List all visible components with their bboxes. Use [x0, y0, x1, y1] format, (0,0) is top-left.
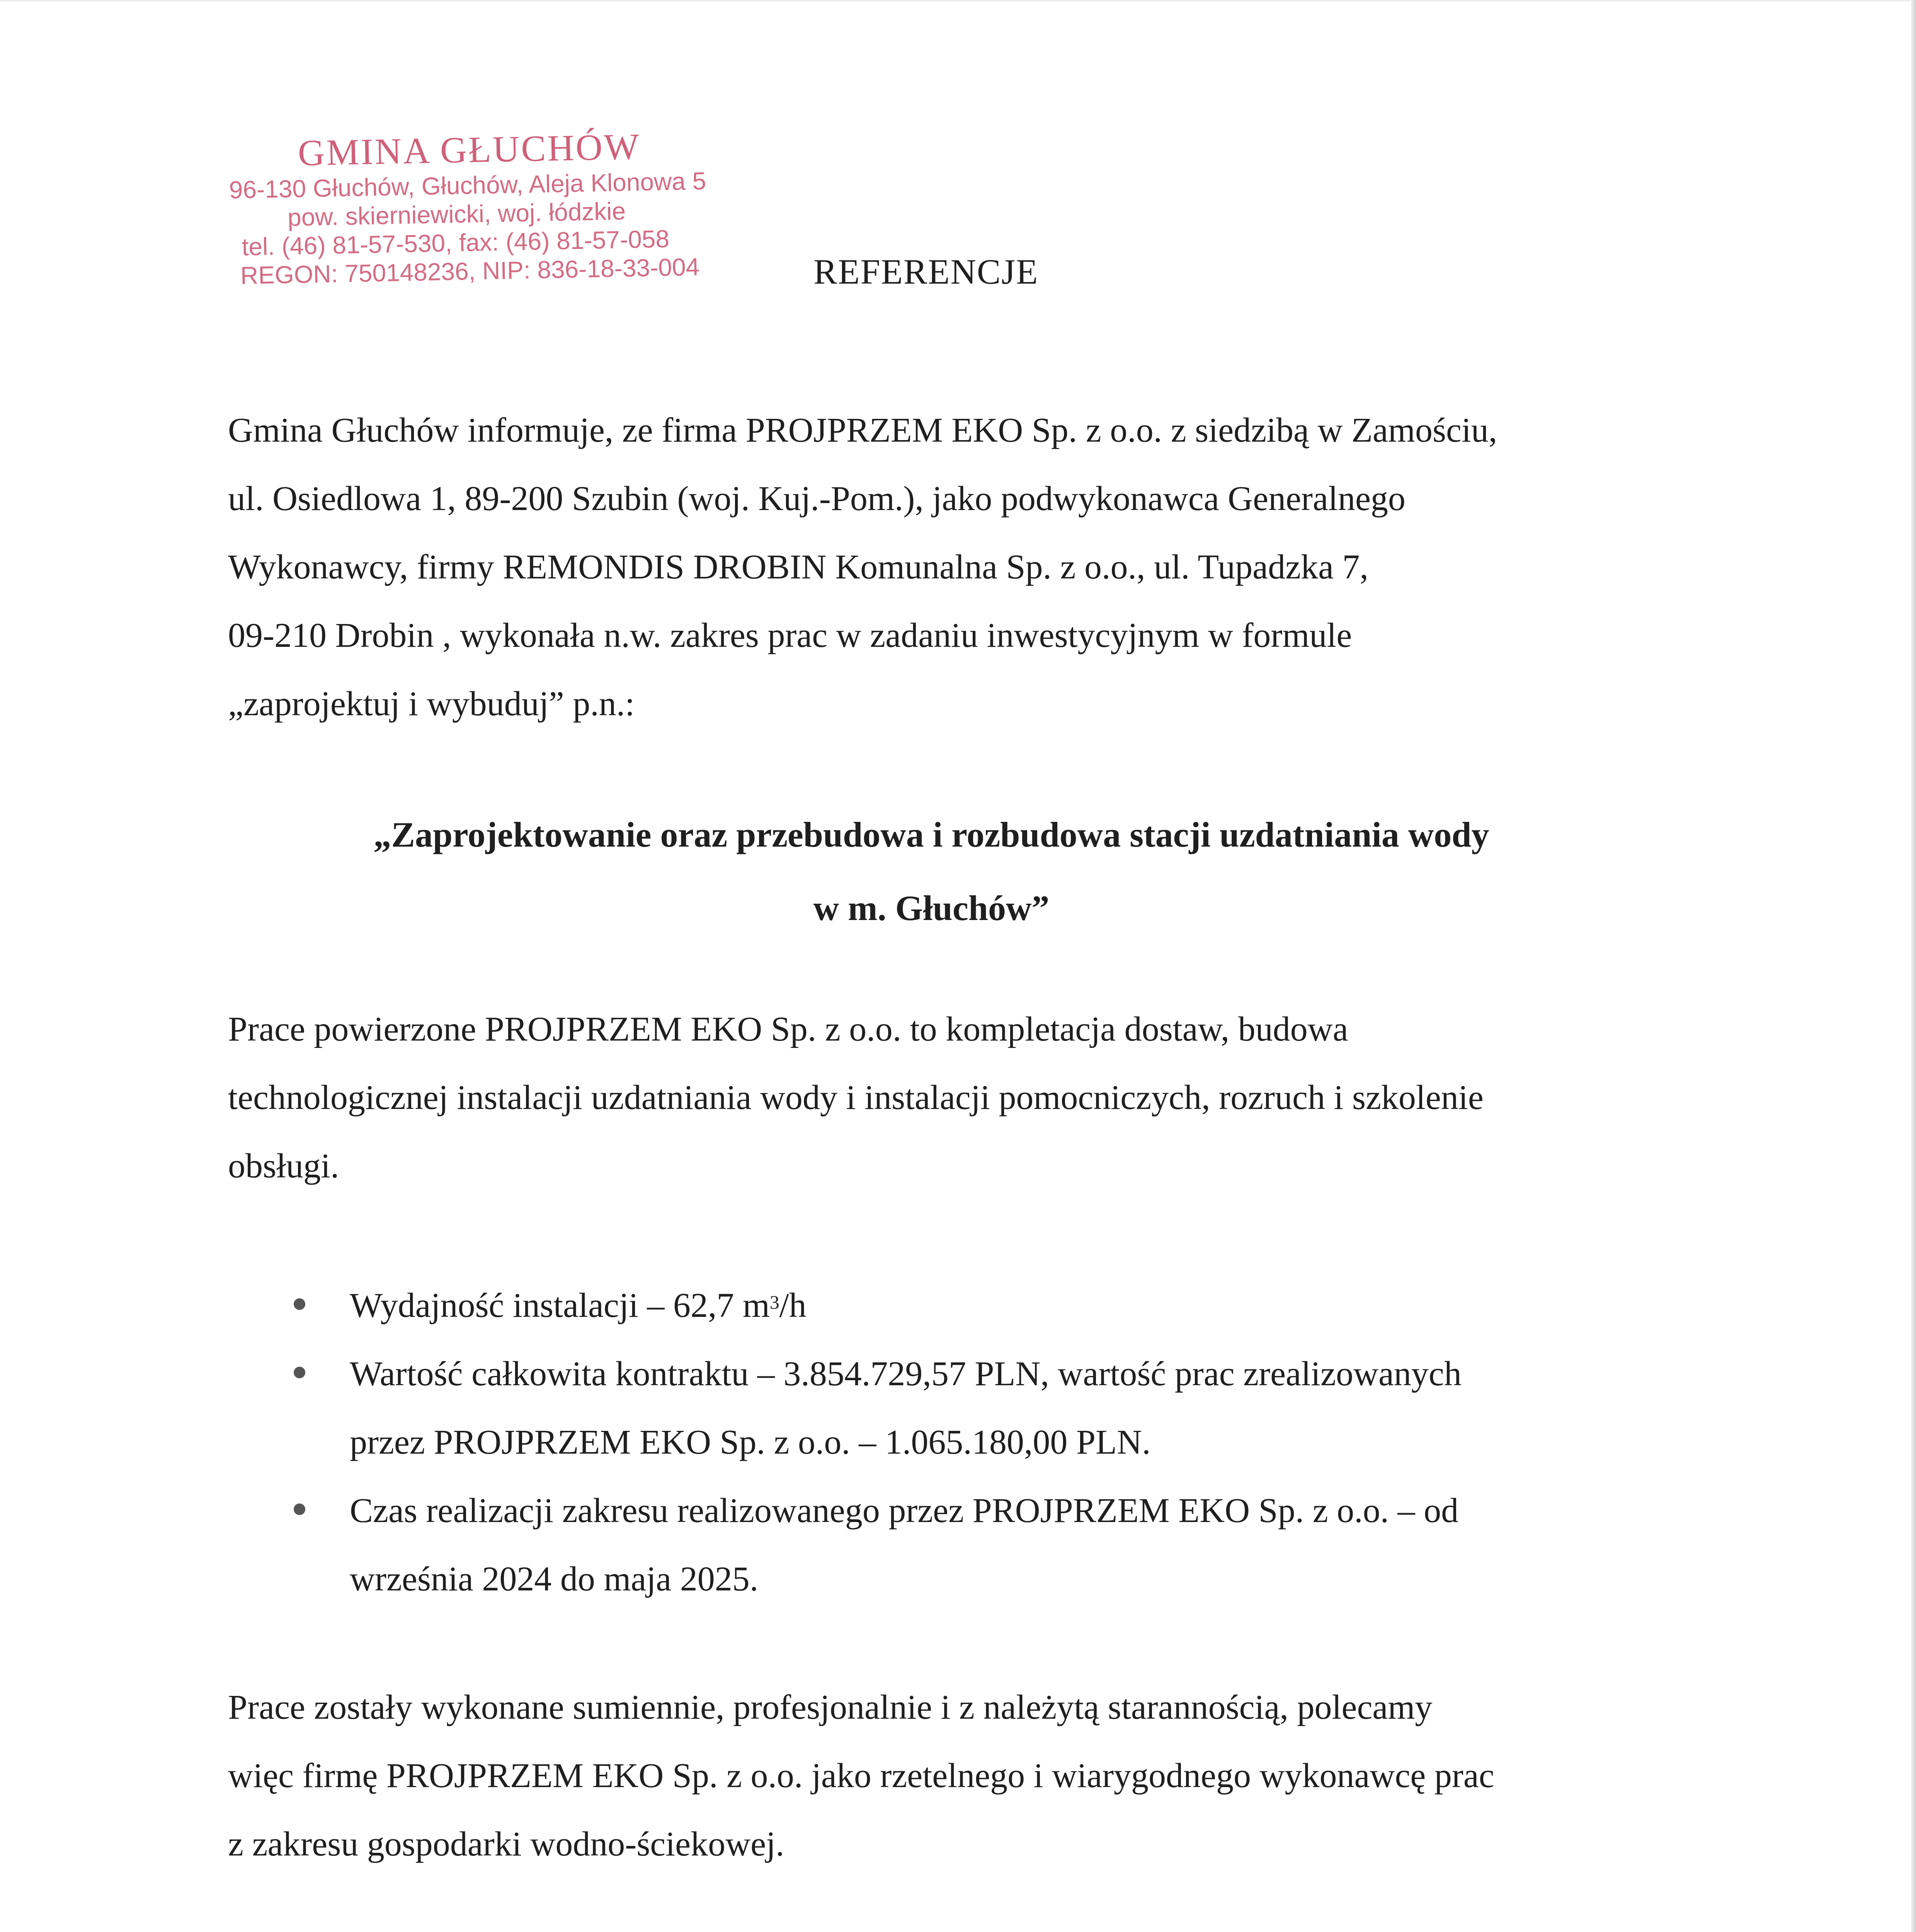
contract-value-line: Wartość całkowita kontraktu – 3.854.729,57 PLN, wartość prac zrealizowanych [350, 1355, 1462, 1393]
intro-line: ul. Osiedlowa 1, 89-200 Szubin (woj. Kuj.-Pom.), jako podwykonawca Generalnego [228, 480, 1406, 518]
closing-line: Prace zostały wykonane sumiennie, profesjonalnie i z należytą starannością, polecamy [228, 1688, 1433, 1726]
scope-line: obsługi. [228, 1147, 339, 1185]
stamp-county: pow. skierniewicki, woj. łódzkie [287, 197, 626, 231]
closing-line: więc firmę PROJPRZEM EKO Sp. z o.o. jako rzetelnego i wiarygodnego wykonawcę prac [228, 1757, 1494, 1795]
stamp-regon: REGON: 750148236, NIP: 836-18-33-004 [240, 253, 700, 290]
stamp-title: GMINA GŁUCHÓW [297, 126, 641, 174]
document-title: REFERENCJE [813, 252, 1039, 291]
bullet-dot-icon [294, 1503, 305, 1515]
municipality-stamp [220, 123, 764, 290]
stamp-address: 96-130 Głuchów, Głuchów, Aleja Klonowa 5 [229, 167, 706, 204]
scan-edge-top [0, 0, 1916, 2]
bullet-dot-icon [294, 1367, 305, 1378]
scope-line: Prace powierzone PROJPRZEM EKO Sp. z o.o. to kompletacja dostaw, budowa [228, 1010, 1348, 1048]
bullet-dot-icon [294, 1298, 305, 1310]
timeframe-line: Czas realizacji zakresu realizowanego przez PROJPRZEM EKO Sp. z o.o. – od [350, 1492, 1459, 1530]
capacity-superscript: 3 [769, 1292, 779, 1313]
intro-line: „zaprojektuj i wybuduj” p.n.: [228, 685, 635, 723]
closing-line: z zakresu gospodarki wodno-ściekowej. [228, 1825, 784, 1863]
bullet-capacity [228, 1271, 1658, 1340]
scan-edge-right [1911, 0, 1916, 1932]
intro-paragraph [228, 396, 1658, 738]
capacity-text: Wydajność instalacji – 62,7 m [350, 1286, 770, 1325]
details-list [228, 1271, 1658, 1613]
contract-value-line: przez PROJPRZEM EKO Sp. z o.o. – 1.065.180,00 PLN. [350, 1423, 1151, 1461]
capacity-unit: /h [779, 1286, 807, 1325]
project-title-line: w m. Głuchów” [813, 888, 1050, 928]
intro-line: 09-210 Drobin , wykonała n.w. zakres prac w zadaniu inwestycyjnym w formule [228, 616, 1352, 655]
intro-line: Wykonawcy, firmy REMONDIS DROBIN Komunalna Sp. z o.o., ul. Tupadzka 7, [228, 548, 1369, 586]
project-title-line: „Zaprojektowanie oraz przebudowa i rozbudowa stacji uzdatniania wody [373, 815, 1489, 854]
scope-line: technologicznej instalacji uzdatniania wody i instalacji pomocniczych, rozruch i szkolenie [228, 1078, 1484, 1117]
bullet-contract-value [228, 1340, 1658, 1476]
closing-paragraph [228, 1673, 1658, 1878]
timeframe-line: września 2024 do maja 2025. [350, 1560, 759, 1598]
scope-paragraph [228, 995, 1658, 1200]
project-title [228, 798, 1635, 945]
stamp-phone: tel. (46) 81-57-530, fax: (46) 81-57-058 [241, 224, 670, 261]
intro-line: Gmina Głuchów informuje, ze firma PROJPRZEM EKO Sp. z o.o. z siedzibą w Zamościu, [228, 411, 1497, 449]
bullet-timeframe [228, 1476, 1658, 1613]
